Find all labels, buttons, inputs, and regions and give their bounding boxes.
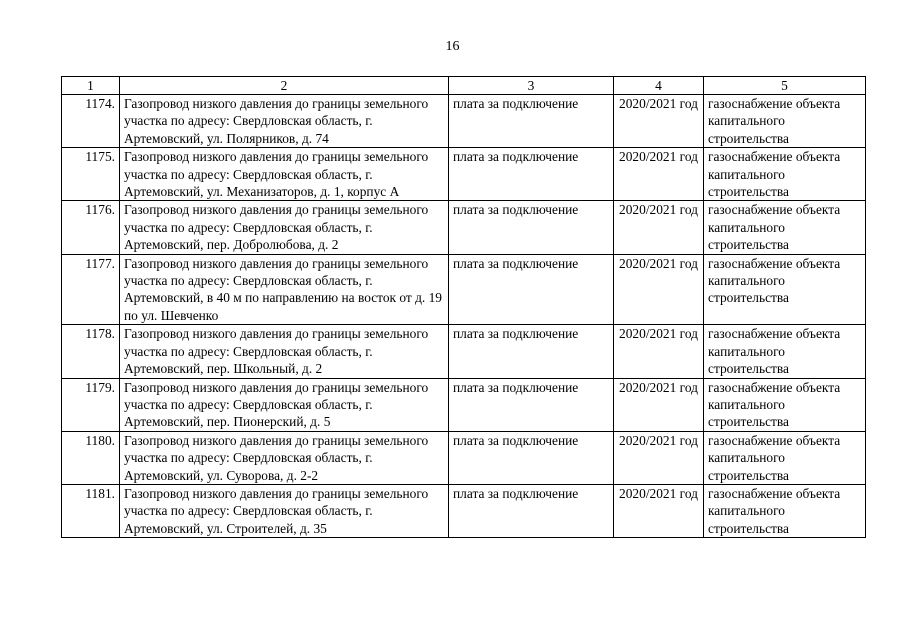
row-number: 1181. [62, 484, 120, 537]
implementation-period: 2020/2021 год [614, 484, 704, 537]
implementation-period: 2020/2021 год [614, 254, 704, 325]
row-number: 1179. [62, 378, 120, 431]
purpose: газоснабжение объекта капитального строительства [704, 95, 866, 148]
purpose: газоснабжение объекта капитального строительства [704, 254, 866, 325]
purpose: газоснабжение объекта капитального строительства [704, 431, 866, 484]
funding-source: плата за подключение [449, 325, 614, 378]
table-header-row [62, 77, 866, 95]
table-row [62, 378, 866, 431]
implementation-period: 2020/2021 год [614, 325, 704, 378]
table-row [62, 484, 866, 537]
table-row [62, 201, 866, 254]
implementation-period: 2020/2021 год [614, 201, 704, 254]
funding-source: плата за подключение [449, 95, 614, 148]
column-header-2: 2 [120, 77, 449, 95]
purpose: газоснабжение объекта капитального строительства [704, 484, 866, 537]
implementation-period: 2020/2021 год [614, 95, 704, 148]
row-number: 1177. [62, 254, 120, 325]
investment-table [61, 76, 866, 538]
object-name: Газопровод низкого давления до границы земельного участка по адресу: Свердловская область, г. Артемовский, ул. Суворова, д. 2-2 [120, 431, 449, 484]
table-row [62, 95, 866, 148]
row-number: 1176. [62, 201, 120, 254]
object-name: Газопровод низкого давления до границы земельного участка по адресу: Свердловская область, г. Артемовский, пер. Школьный, д. 2 [120, 325, 449, 378]
purpose: газоснабжение объекта капитального строительства [704, 325, 866, 378]
column-header-3: 3 [449, 77, 614, 95]
implementation-period: 2020/2021 год [614, 148, 704, 201]
object-name: Газопровод низкого давления до границы земельного участка по адресу: Свердловская область, г. Артемовский, пер. Добролюбова, д. 2 [120, 201, 449, 254]
object-name: Газопровод низкого давления до границы земельного участка по адресу: Свердловская область, г. Артемовский, ул. Полярников, д. 74 [120, 95, 449, 148]
implementation-period: 2020/2021 год [614, 431, 704, 484]
column-header-1: 1 [62, 77, 120, 95]
row-number: 1175. [62, 148, 120, 201]
funding-source: плата за подключение [449, 484, 614, 537]
purpose: газоснабжение объекта капитального строительства [704, 148, 866, 201]
table-row [62, 148, 866, 201]
funding-source: плата за подключение [449, 148, 614, 201]
table-row [62, 325, 866, 378]
object-name: Газопровод низкого давления до границы земельного участка по адресу: Свердловская область, г. Артемовский, пер. Пионерский, д. 5 [120, 378, 449, 431]
table-row [62, 254, 866, 325]
purpose: газоснабжение объекта капитального строительства [704, 378, 866, 431]
row-number: 1180. [62, 431, 120, 484]
row-number: 1178. [62, 325, 120, 378]
object-name: Газопровод низкого давления до границы земельного участка по адресу: Свердловская область, г. Артемовский, ул. Механизаторов, д. 1, корпус А [120, 148, 449, 201]
table-row [62, 431, 866, 484]
funding-source: плата за подключение [449, 254, 614, 325]
funding-source: плата за подключение [449, 378, 614, 431]
column-header-5: 5 [704, 77, 866, 95]
purpose: газоснабжение объекта капитального строительства [704, 201, 866, 254]
funding-source: плата за подключение [449, 431, 614, 484]
row-number: 1174. [62, 95, 120, 148]
page-number: 16 [445, 39, 460, 54]
column-header-4: 4 [614, 77, 704, 95]
implementation-period: 2020/2021 год [614, 378, 704, 431]
object-name: Газопровод низкого давления до границы земельного участка по адресу: Свердловская область, г. Артемовский, в 40 м по направлению на восток от д. 19 по ул. Шевченко [120, 254, 449, 325]
funding-source: плата за подключение [449, 201, 614, 254]
object-name: Газопровод низкого давления до границы земельного участка по адресу: Свердловская область, г. Артемовский, ул. Строителей, д. 35 [120, 484, 449, 537]
